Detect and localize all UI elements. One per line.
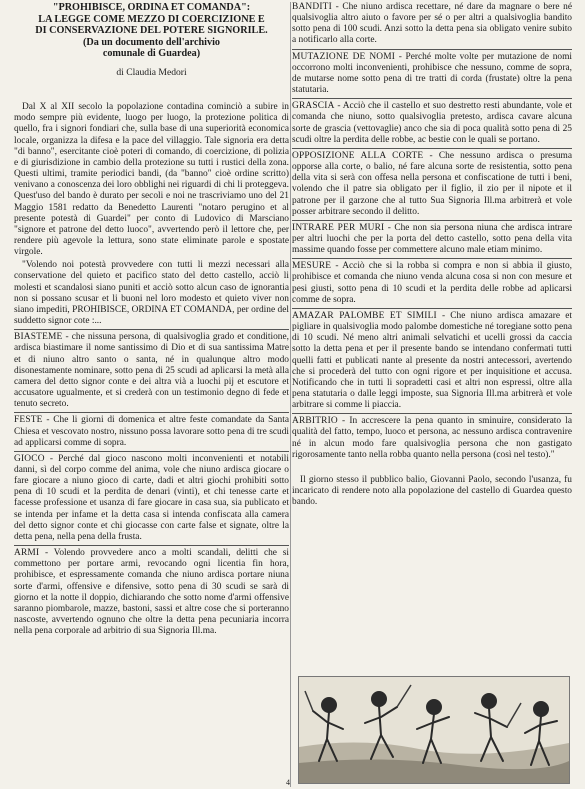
section-text: - Acciò che si la robba si compra e non si abbia il giusto, prohibisce et comanda che niuno venda alcuna cosa si non con mesure et pesi giusti, sotto pena di 10 scudi et la perdita delle robbe ad aplicarsi comme de sopra. (292, 261, 572, 305)
section-text: - che nissuna persona, di qualsivoglia grado et conditione, ardisca biastimare il nome santissimo di Dio et di sua santissima Matre et di niuno altro santo o santa, né in qualunque altro modo disonestamente nominare, sotto pena di 25 scudi ad aplicarsi la metà alla camera del detto signor conte e dei altra vià a luochi pij et escutore et accusatore ugualmente, et si crederà con un testimonio degno di fede et tenuto secreto. (14, 332, 289, 410)
section-divider (292, 258, 572, 259)
section-feste (14, 415, 289, 448)
woodcut-illustration (298, 676, 570, 784)
title-line: LA LEGGE COME MEZZO DI COERCIZIONE E (38, 13, 265, 25)
section-biasteme (14, 332, 289, 410)
section-opposizione (292, 151, 572, 218)
section-text: - Che niuno ardisca recettare, né dare da magnare o bere né qualsivoglia altro aiuto o favore per sé o per altri a qualsivoglia bandito sotto pena di 100 scudi. Anzi sotto la detta pena sia obligato venire subito a notificarlo alla corte. (292, 2, 572, 46)
section-text: - Perché molte volte per mutazione de nomi occorrono molti inconvenienti, prohibisce che nessuno, comme de sopra, de mutarse nome sotto pena di tre tratti di corda (frustate) oltre la pena statutaria. (292, 51, 572, 96)
page-number: 4 (286, 778, 290, 787)
section-armi (14, 548, 289, 637)
section-heading: OPPOSIZIONE ALLA CORTE (292, 150, 424, 161)
section-banditi (292, 2, 572, 47)
article-title (14, 2, 289, 60)
section-text: - Volendo provvedere anco a molti scandali, delitti che si commettono per portare armi, revocando ogni licentia fin hora, prohibisce, et espressamente comanda che niuno ardisca portare niuna sorte d'armi, offensive e difensive, sotto pena di 30 scudi se sarà di giorno et la notte il doppio, dichiarando che sotto nome d'armi offensive saranno piombarole, mazze, bastoni, sassi et altre cose che si porteranno nascoste, avvertendo ognuno che oltre la detta pena pecuniaria incorra nella pena corporale ad arbitrio di sua Signoria Ill.ma. (14, 548, 289, 637)
right-column (292, 2, 572, 510)
section-heading: ARBITRIO (292, 416, 338, 427)
section-heading: FESTE (14, 415, 43, 426)
section-heading: INTRARE PER MURI (292, 222, 385, 233)
section-intrare (292, 223, 572, 256)
section-text: - In accrescere la pena quanto in sminuire, considerato la qualità del fatto, tempo, luoco et persona, ac nessuno ardisca contravenire né in alcun modo fare qualsivoglia persona che non gastigato rigorosamente tanto nella robba quanto nella persona (così nel testo)." (292, 416, 572, 460)
left-column (14, 2, 289, 639)
section-text: - Che niuno ardisca amazare et pigliare in qualsivoglia modo palombe domestiche né toregiane sotto pena di 10 scudi. Né meno altri animali selvatichi et ucelli grossi da caccia sotto la detta pena et per il presente bando se intendano confermati tutti quelli fatti et publicati nante al presente da nostri antecessori, avertendo che si procederà del tutto con ogni rigore et per inquisitione et accusa. Notificando che in tutti li sopradetti casi et altri non espressi, oltre alla pena statutaria o dalle leggi imposte, sua Signoria Ill.ma arbitrerà et vole arbitrare si comme li piaccia. (292, 310, 572, 411)
closing-paragraph: Il giorno stesso il pubblico balio, Giovanni Paolo, secondo l'usanza, fu incaricato di rendere noto alla popolazione del castello di Guardea questo bando. (292, 474, 572, 508)
section-amazar (292, 311, 572, 411)
author-byline: di Claudia Medori (116, 66, 187, 78)
section-divider (292, 413, 572, 414)
section-divider (14, 412, 289, 413)
section-gioco (14, 454, 289, 543)
section-mesure (292, 261, 572, 306)
title-line: (Da un documento dell'archivio (82, 36, 221, 48)
section-text: - Perché dal gioco nascono molti inconvenienti et notabili danni, sì del corpo comme del anima, vole che niuno ardisca giocare o fare giocare a niuno gioco di carte, dadi et altri giochi prohibiti sotto pena di 10 scudi et la perdita de denari (vinti), et chi tenesse carte et facesse professione et usanza di fare giocare in casa sua, sia publicato et se intenda per infame et la detta casa si intenda confiscata alla camera del detto signor conte et chi giocasse con carte false et signate, oltre la detta pena, nella pena della frusta. (14, 453, 289, 542)
section-text: - Che nessuno ardisca o presuma opporse alla corte, o balio, né fare alcuna sorte de resistentia, sotto pena della vita si serà con offesa nella persona et confiscatione de tutti i beni, volendo che il patre sia obligato per il figlio, il zio per il nipote et il patrone per il garzone che al tutto Sua Signoria Ill.ma arbitrerà et vole posser arbitrare secondo il delitto. (292, 150, 572, 217)
section-divider (292, 49, 572, 50)
section-heading: MUTAZIONE DE NOMI (292, 51, 396, 62)
section-heading: MESURE (292, 261, 332, 272)
section-text: - Che li giorni di domenica et altre feste comandate da Santa Chiesa et vescovato nostro, nissuno possa lavorare sotto pena di tre scudi ad applicarsi comme di sopra. (14, 415, 289, 448)
intro-paragraph: Dal X al XII secolo la popolazione contadina cominciò a subire in modo sempre più evidente, luogo per luogo, la protezione politica di quello, fra i signori fondiari che, sulla base di una superiorità economica locale, organizza la difesa e la pace del villaggio. Tale signoria era detta "di banno", esercitante cioè poteri di comando, di coercizione, di polizia e di giurisdizione in cambio della protezione su tutti i rustici della zona. Questi ultimi, tramite periodici bandi, (da "banno" cioè ordine scritto) venivano a conoscenza dei loro obblighi nei riguardi di chi li proteggeva. Quest'uso del bando è durato per secoli e noi ne trascriviamo uno del 21 Maggio 1581 redatto da Benedetto Laurenti "notaro perugino et al presente potestà di Guardei" per conto di Ludovico di Marsciano "signore et patrone del detto luoco", avvertendo però il lettore che, per rendere più agevole la lettura, sono state eliminate parole e spostate virgole. (14, 102, 289, 258)
section-arbitrio (292, 416, 572, 461)
section-mutazione (292, 52, 572, 97)
section-heading: ARMI (14, 548, 40, 559)
title-line: "PROHIBISCE, ORDINA ET COMANDA": (52, 2, 251, 13)
section-divider (292, 308, 572, 309)
section-text: - Acciò che il castello et suo destretto resti abundante, vole et comanda che niuno, sotto qualsivoglia pretesto, ardisca cavare alcuna sorte de grascia (vettovaglie) anco che sia di poca qualità sotto pena di 25 scudi oltre la perdita delle robbe, ac bestie con le quali se portano. (292, 101, 572, 145)
section-divider (292, 220, 572, 221)
section-text: - Che non sia persona niuna che ardisca intrare per altri luochi che per la porta del detto castello, sotto pena della vita massime quando fosse per commettere alcuno male etiam minimo. (292, 222, 573, 256)
section-divider (14, 451, 289, 452)
section-divider (14, 329, 289, 330)
section-divider (14, 545, 289, 546)
section-heading: BIASTEME (14, 332, 63, 343)
quote-paragraph: "Volendo noi potestà provvedere con tutti li mezzi necessari alla conservatione del quieto et pacifico stato del detto castello, acciò li molesti et scandalosi siano puniti et acciò sotto alcun caso de ignorantia non si possano scusar et li buoni nel loro modesto et quieto viver non siano impediti, PROHIBISCE, ORDINA ET COMANDA, per ordine del suddetto signor cote :... (14, 260, 289, 327)
section-divider (292, 98, 572, 99)
section-heading: GRASCIA (292, 101, 335, 112)
section-heading: AMAZAR PALOMBE ET SIMILI (292, 310, 437, 321)
section-heading: GIOCO (14, 453, 45, 464)
section-divider (292, 148, 572, 149)
section-heading: BANDITI (292, 2, 332, 12)
column-divider (290, 2, 291, 787)
title-line: DI CONSERVAZIONE DEL POTERE SIGNORILE. (35, 25, 268, 37)
section-grascia (292, 101, 572, 146)
title-line: comunale di Guardea) (102, 48, 201, 60)
illustration-graphic (299, 677, 569, 783)
